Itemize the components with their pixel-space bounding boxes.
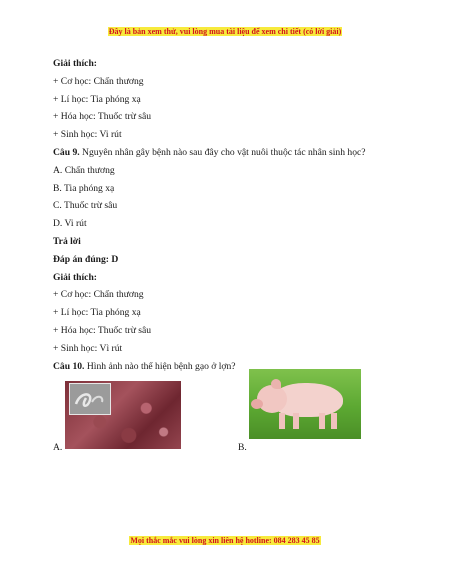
- explanation-item: + Lí học: Tia phóng xạ: [53, 307, 141, 319]
- explanation-item: + Hóa học: Thuốc trừ sâu: [53, 324, 152, 336]
- explanation-item: + Sinh học: Vì rút: [53, 342, 123, 354]
- image-a-label: A.: [53, 442, 63, 454]
- question-9-text: Nguyên nhân gây bệnh nào sau đây cho vật nuôi thuộc tác nhân sinh học?: [79, 146, 366, 158]
- question-9-number: Câu 9.: [53, 146, 80, 158]
- option-b: B. Tia phóng xạ: [53, 182, 115, 194]
- option-d: D. Vi rút: [53, 218, 87, 230]
- option-a: A. Chấn thương: [53, 164, 115, 176]
- image-b-label: B.: [238, 442, 247, 454]
- explanation-item: + Hóa học: Thuốc trừ sâu: [53, 111, 152, 123]
- explanation-heading: Giải thích:: [53, 58, 97, 69]
- answer-heading: Trả lời: [53, 235, 81, 247]
- question-10-text: Hình ảnh nào thể hiện bệnh gạo ở lợn?: [84, 360, 236, 372]
- preview-notice-text: Đây là bản xem thử, vui lòng mua tài liệu để xem chi tiết (có lời giải): [108, 27, 342, 36]
- question-9: [53, 144, 413, 162]
- parasite-closeup-image: [69, 383, 111, 415]
- preview-notice-banner: [0, 27, 450, 36]
- hotline-text: Mọi thắc mắc vui lòng xin liên hệ hotline: 084 283 45 85: [130, 536, 320, 545]
- option-c: C. Thuốc trừ sâu: [53, 200, 118, 212]
- healthy-piglet-image: [249, 369, 361, 439]
- document-body: [53, 55, 413, 459]
- explanation-heading: Giải thích:: [53, 271, 97, 283]
- explanation-item: + Cơ học: Chấn thương: [53, 289, 144, 301]
- correct-answer: Đáp án đúng: D: [53, 253, 119, 265]
- explanation-item: + Cơ học: Chấn thương: [53, 75, 144, 87]
- infected-meat-image: [65, 381, 181, 449]
- question-10-number: Câu 10.: [53, 360, 85, 372]
- hotline-banner: [0, 536, 450, 545]
- question-10-images: [53, 375, 413, 459]
- explanation-item: + Lí học: Tia phóng xạ: [53, 93, 141, 105]
- explanation-item: + Sinh học: Vi rút: [53, 129, 122, 141]
